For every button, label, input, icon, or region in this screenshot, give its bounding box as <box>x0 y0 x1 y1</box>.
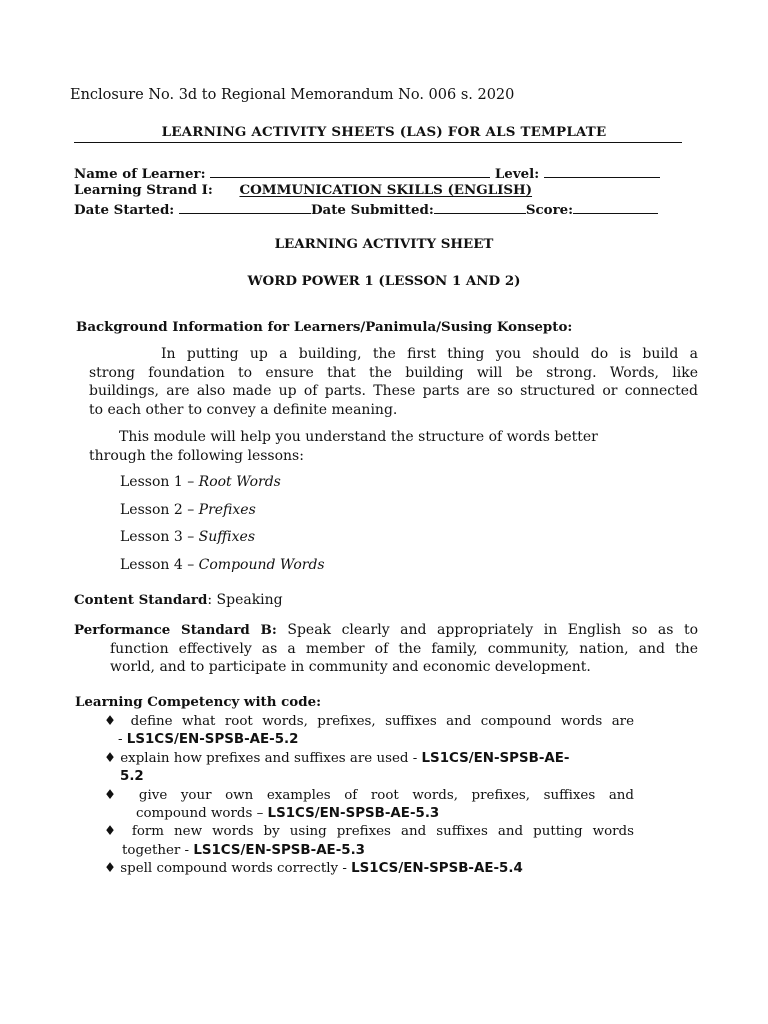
competency-code: LS1CS/EN-SPSB-AE-5.2 <box>126 732 299 748</box>
lesson-name: Root Words <box>198 474 281 490</box>
competency-item-1-code-line <box>104 731 634 749</box>
content-standard-value: : Speaking <box>207 592 283 608</box>
title-divider <box>74 142 682 143</box>
date-submitted-blank[interactable] <box>434 200 526 214</box>
competency-text: compound words – <box>136 805 268 821</box>
competency-item-1: ♦ define what root words, prefixes, suffixes and compound words are <box>104 714 634 729</box>
score-label: Score: <box>525 202 574 218</box>
competency-list <box>104 713 634 879</box>
content-standard-label: Content Standard <box>74 592 208 608</box>
para1-line: strong foundation to ensure that the building will be strong. Words, like <box>89 364 698 381</box>
competency-item-2 <box>104 750 634 768</box>
competency-text: ♦ spell compound words correctly - <box>104 861 352 877</box>
performance-line-1 <box>74 621 698 640</box>
level-blank[interactable] <box>544 164 660 178</box>
competency-code: LS1CS/EN-SPSB-AE-5.4 <box>351 861 523 877</box>
background-paragraph-2 <box>89 428 698 465</box>
lesson-prefix: Lesson 3 – <box>120 529 199 545</box>
lesson-prefix: Lesson 1 – <box>120 474 199 490</box>
competency-item-3-code-line <box>104 805 634 823</box>
name-blank[interactable] <box>210 164 490 178</box>
lesson-item-4 <box>120 557 325 573</box>
date-submitted-label: Date Submitted: <box>310 202 434 218</box>
score-blank[interactable] <box>573 200 658 214</box>
strand-row <box>74 182 532 198</box>
content-standard <box>74 592 283 608</box>
template-title: LEARNING ACTIVITY SHEETS (LAS) FOR ALS TEMPLATE <box>161 124 607 140</box>
date-started-label: Date Started: <box>74 202 175 218</box>
para1-line: buildings, are also made up of parts. These parts are so structured or connected <box>89 383 698 399</box>
competency-code: LS1CS/EN-SPSB-AE-5.3 <box>267 805 440 821</box>
lesson-prefix: Lesson 2 – <box>120 502 199 518</box>
dates-score-row <box>74 200 658 218</box>
background-heading: Background Information for Learners/Panimula/Susing Konsepto: <box>76 319 573 335</box>
lesson-name: Prefixes <box>198 502 256 518</box>
strand-value: COMMUNICATION SKILLS (ENGLISH) <box>239 182 533 198</box>
name-level-row <box>74 164 660 182</box>
competency-item-3: ♦ give your own examples of root words, prefixes, suffixes and <box>104 787 634 803</box>
competency-text: ♦ explain how prefixes and suffixes are used - <box>104 750 422 766</box>
competency-text: together - <box>122 842 194 858</box>
competency-code: LS1CS/EN-SPSB-AE- <box>421 750 570 766</box>
competency-dash: - <box>118 732 127 748</box>
performance-line-2: function effectively as a member of the family, community, nation, and the <box>110 640 698 657</box>
level-label: Level: <box>494 166 540 182</box>
name-label: Name of Learner: <box>74 166 206 182</box>
date-started-blank[interactable] <box>179 200 311 214</box>
performance-standard-label: Performance Standard B: <box>74 622 277 638</box>
sheet-title: LEARNING ACTIVITY SHEET <box>274 236 494 252</box>
performance-standard-text: Speak clearly and appropriately in English so as to <box>287 622 698 638</box>
lesson-prefix: Lesson 4 – <box>120 557 199 573</box>
performance-standard <box>74 621 698 677</box>
para1-line: to each other to convey a definite meaning. <box>89 401 398 418</box>
lesson-item-3 <box>120 529 255 545</box>
lesson-name: Suffixes <box>198 529 256 545</box>
competency-code: 5.2 <box>120 769 144 785</box>
lesson-item-2 <box>120 502 256 518</box>
strand-label: Learning Strand I: <box>74 182 213 198</box>
performance-line-3: world, and to participate in community and economic development. <box>110 659 591 675</box>
competency-item-4: ♦ form new words by using prefixes and suffixes and putting words <box>104 824 634 840</box>
competency-heading: Learning Competency with code: <box>75 694 322 710</box>
sheet-subtitle: WORD POWER 1 (LESSON 1 AND 2) <box>247 273 521 289</box>
competency-code: LS1CS/EN-SPSB-AE-5.3 <box>193 842 365 858</box>
competency-item-5 <box>104 860 634 878</box>
para2-line: This module will help you understand the structure of words better <box>119 429 598 445</box>
enclosure-reference: Enclosure No. 3d to Regional Memorandum No. 006 s. 2020 <box>70 87 515 103</box>
para1-line: In putting up a building, the first thing you should do is build a <box>161 346 698 362</box>
background-paragraph-1 <box>89 345 698 419</box>
lesson-item-1 <box>120 474 281 490</box>
lesson-name: Compound Words <box>198 557 325 573</box>
para2-line: through the following lessons: <box>89 447 304 464</box>
competency-item-4-code-line <box>104 842 634 860</box>
competency-item-2-code-line <box>104 768 634 786</box>
